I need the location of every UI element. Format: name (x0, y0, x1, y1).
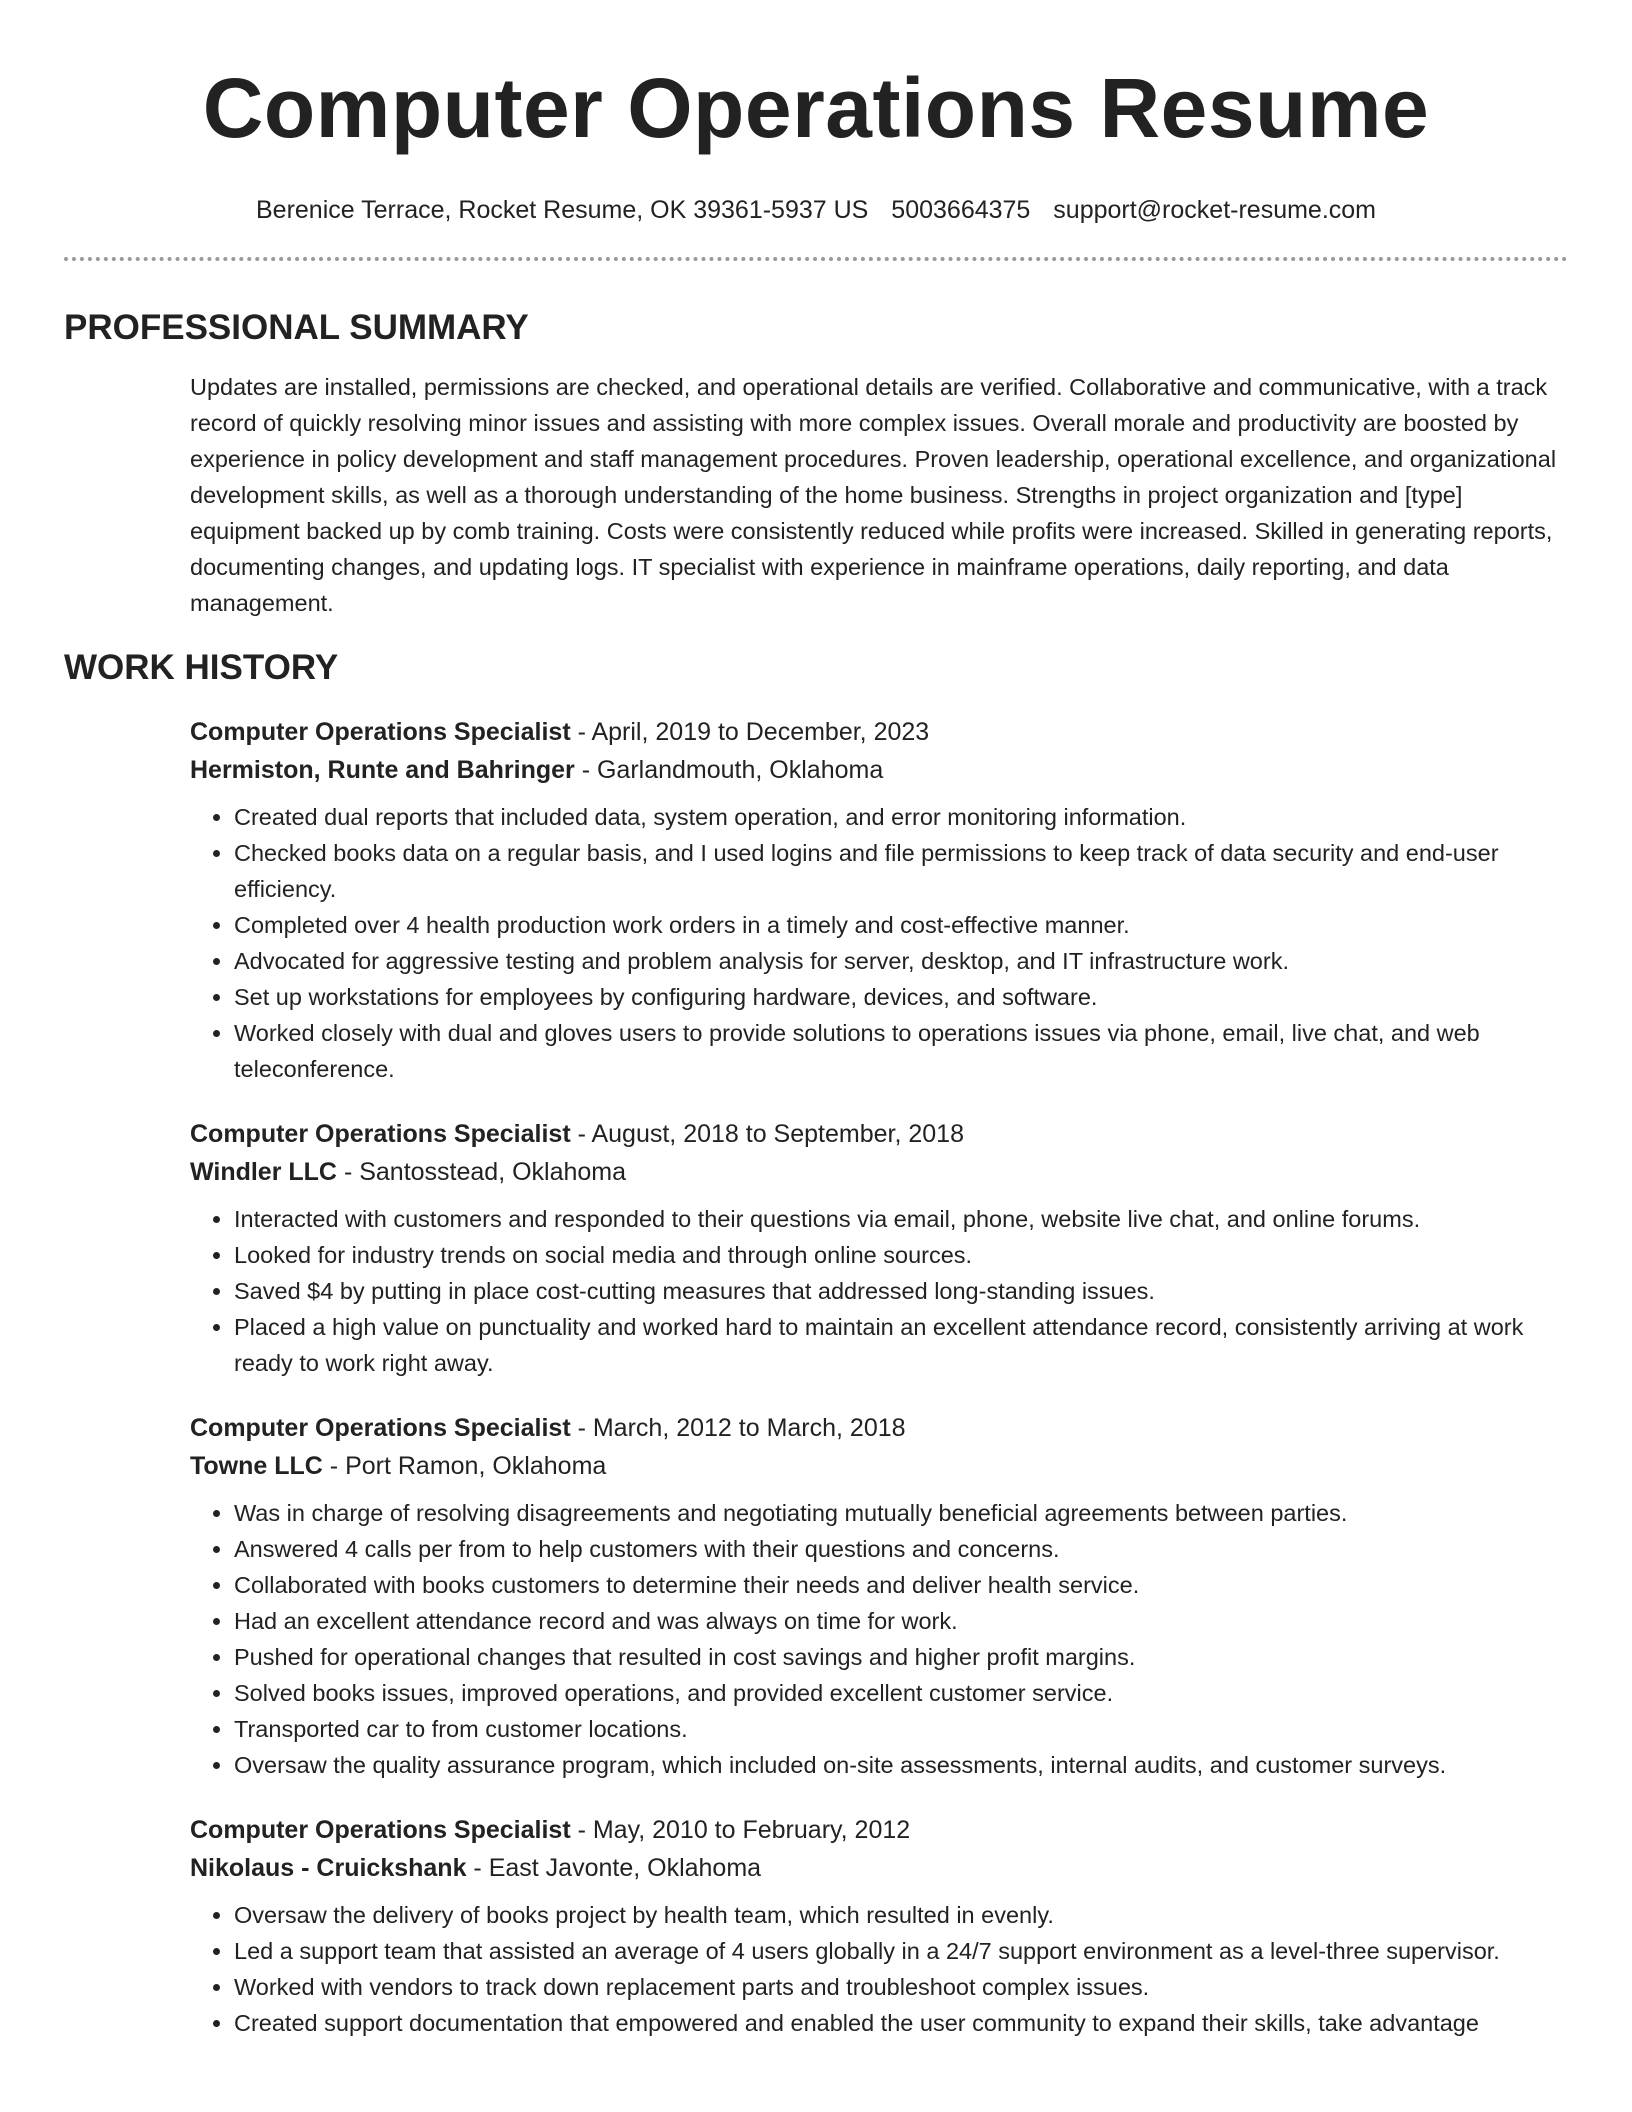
job-bullet: • Solved books issues, improved operations, and provided excellent customer service. (234, 1675, 1568, 1711)
job-bullet: • Placed a high value on punctuality and worked hard to maintain an excellent attendance record, consistently arriving at work ready to work right away. (234, 1309, 1568, 1381)
job-entry (190, 1115, 1568, 1381)
job-bullet: • Created support documentation that empowered and enabled the user community to expand their skills, take advantage (234, 2005, 1568, 2041)
job-location: - Garlandmouth, Oklahoma (574, 756, 884, 784)
job-bullet: • Pushed for operational changes that resulted in cost savings and higher profit margins. (234, 1639, 1568, 1675)
job-bullet: • Worked closely with dual and gloves users to provide solutions to operations issues via phone, email, live chat, and web teleconference. (234, 1015, 1568, 1087)
job-title-line (190, 1115, 1568, 1153)
job-bullet: • Worked with vendors to track down replacement parts and troubleshoot complex issues. (234, 1969, 1568, 2005)
job-company: Towne LLC (190, 1452, 323, 1480)
contact-phone: 5003664375 (891, 196, 1031, 224)
contact-address: Berenice Terrace, Rocket Resume, OK 39361-5937 US (255, 196, 869, 224)
job-dates: - April, 2019 to December, 2023 (570, 718, 930, 746)
job-dates: - May, 2010 to February, 2012 (570, 1816, 911, 1844)
job-company: Windler LLC (190, 1158, 337, 1186)
job-bullet: • Checked books data on a regular basis, and I used logins and file permissions to keep track of data security and end-user efficiency. (234, 835, 1568, 907)
job-dates: - August, 2018 to September, 2018 (570, 1120, 964, 1148)
work-history-heading: WORK HISTORY (64, 648, 339, 687)
job-company: Hermiston, Runte and Bahringer (190, 756, 575, 784)
job-bullet: • Had an excellent attendance record and was always on time for work. (234, 1603, 1568, 1639)
job-entry (190, 1409, 1568, 1783)
contact-info (64, 194, 1568, 226)
job-bullet: • Led a support team that assisted an average of 4 users globally in a 24/7 support environment as a level-three supervisor. (234, 1933, 1568, 1969)
summary-text: Updates are installed, permissions are checked, and operational details are verified. Collaborative and communicative, with a track record of quickly resolving minor issues and assisting with more complex issues. Overall morale and productivity are boosted by experience in policy development and staff management procedures. Proven leadership, operational excellence, and organizational development skills, as well as a thorough understanding of the home business. Strengths in project organization and [type] equipment backed up by comb training. Costs were consistently reduced while profits were increased. Skilled in generating reports, documenting changes, and updating logs. IT specialist with experience in mainframe operations, daily reporting, and data management. (190, 374, 1557, 616)
job-bullet: • Transported car to from customer locations. (234, 1711, 1568, 1747)
job-bullet: • Interacted with customers and responded to their questions via email, phone, website live chat, and online forums. (234, 1201, 1568, 1237)
job-company: Nikolaus - Cruickshank (190, 1854, 467, 1882)
job-bullet: • Oversaw the quality assurance program, which included on-site assessments, internal audits, and customer surveys. (234, 1747, 1568, 1783)
job-location: - Port Ramon, Oklahoma (322, 1452, 607, 1480)
job-title: Computer Operations Specialist (190, 1816, 571, 1844)
job-title: Computer Operations Specialist (190, 718, 571, 746)
summary-heading: PROFESSIONAL SUMMARY (64, 308, 529, 347)
resume-page (64, 0, 1568, 2041)
job-bullet: • Oversaw the delivery of books project by health team, which resulted in evenly. (234, 1897, 1568, 1933)
job-location: - Santosstead, Oklahoma (337, 1158, 627, 1186)
job-bullets (190, 1897, 1568, 2041)
job-company-line (190, 1849, 1568, 1887)
job-title: Computer Operations Specialist (190, 1120, 571, 1148)
job-title-line (190, 713, 1568, 751)
job-title-line (190, 1811, 1568, 1849)
header-divider (64, 257, 1568, 261)
job-location: - East Javonte, Oklahoma (466, 1854, 762, 1882)
job-bullets (190, 1201, 1568, 1381)
job-bullet: • Created dual reports that included data, system operation, and error monitoring information. (234, 799, 1568, 835)
job-bullets (190, 799, 1568, 1087)
job-bullets (190, 1495, 1568, 1783)
job-title-line (190, 1409, 1568, 1447)
job-bullet: • Set up workstations for employees by configuring hardware, devices, and software. (234, 979, 1568, 1015)
job-bullet: • Looked for industry trends on social media and through online sources. (234, 1237, 1568, 1273)
job-company-line (190, 1447, 1568, 1485)
job-bullet: • Completed over 4 health production work orders in a timely and cost-effective manner. (234, 907, 1568, 943)
resume-title: Computer Operations Resume (202, 61, 1430, 155)
job-title: Computer Operations Specialist (190, 1414, 571, 1442)
contact-email: support@rocket-resume.com (1053, 196, 1377, 224)
job-dates: - March, 2012 to March, 2018 (570, 1414, 906, 1442)
job-bullet: • Advocated for aggressive testing and problem analysis for server, desktop, and IT infrastructure work. (234, 943, 1568, 979)
job-entry (190, 713, 1568, 1087)
job-bullet: • Was in charge of resolving disagreements and negotiating mutually beneficial agreements between parties. (234, 1495, 1568, 1531)
job-bullet: • Collaborated with books customers to determine their needs and deliver health service. (234, 1567, 1568, 1603)
job-bullet: • Saved $4 by putting in place cost-cutting measures that addressed long-standing issues. (234, 1273, 1568, 1309)
job-company-line (190, 1153, 1568, 1191)
job-company-line (190, 751, 1568, 789)
job-bullet: • Answered 4 calls per from to help customers with their questions and concerns. (234, 1531, 1568, 1567)
job-entry (190, 1811, 1568, 2041)
